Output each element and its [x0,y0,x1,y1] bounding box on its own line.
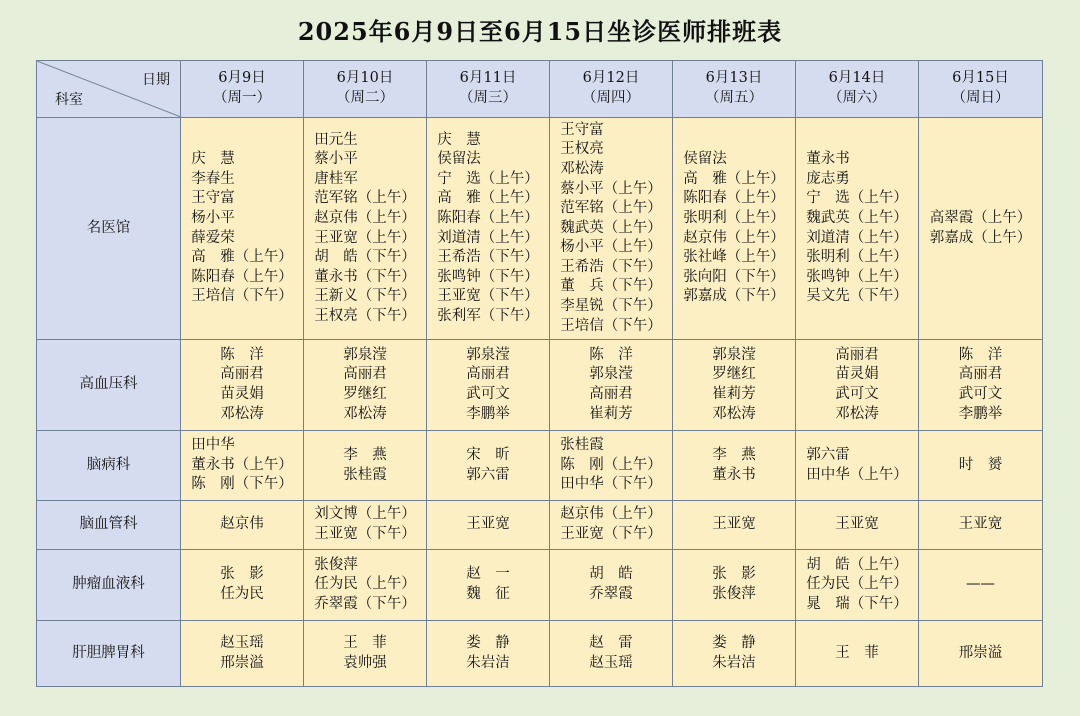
doctor-entry: 蔡小平 [314,151,358,168]
page-title: 2025年6月9日至6月15日坐诊医师排班表 [297,17,783,46]
doctor-entry: 王亚宽 [712,516,756,533]
doctor-entry: 王亚宽 [835,516,879,533]
doctor-entry: 田中华（下午） [560,476,662,493]
doctor-entry: 郭泉滢 [589,366,633,383]
day-weekday: （周二） [336,90,394,106]
day-weekday: （周一） [213,90,271,106]
day-date: 6月14日 [828,70,886,87]
doctor-entry: 宁 选（上午） [437,170,539,187]
day-weekday: （周日） [951,90,1010,106]
doctor-entry: 范军铭（上午） [560,200,662,217]
doctor-entry: 薛爱荣 [191,229,235,246]
doctor-entry: 赵 雷 [589,634,633,651]
schedule-cell [550,550,673,621]
doctor-entry: 高翠霞（上午） [929,209,1032,226]
schedule-cell [550,501,673,550]
doctor-entry: 陈 刚（下午） [191,476,293,493]
dept-row [37,340,1043,431]
doctor-entry: 赵玉瑶 [589,654,633,671]
doctor-entry: 魏武英（上午） [560,219,662,236]
doctor-entry: 宁 选（上午） [806,190,908,207]
doctor-entry: 高 雅（上午） [191,249,293,266]
dept-name: 脑病科 [37,431,181,501]
doctor-entry: 任为民（上午） [314,576,416,593]
day-weekday: （周六） [828,90,886,106]
doctor-entry: 陈阳春（上午） [437,209,539,226]
doctor-entry: 赵京伟（上午） [683,229,785,246]
doctor-entry: 王希浩（下午） [560,258,662,275]
doctor-entry: 张明利（上午） [806,249,908,266]
doctor-entry: 郭泉滢 [466,346,510,363]
doctor-entry: 张桂霞 [343,466,387,483]
schedule-cell [181,431,304,501]
doctor-entry: 张利军（下午） [437,307,539,324]
day-header [796,61,919,118]
doctor-entry: 魏 征 [466,586,510,602]
doctor-entry: 苗灵娟 [835,366,879,383]
doctor-entry: 邢崇溢 [220,654,264,671]
doctor-entry: 时 赟 [958,456,1003,473]
doctor-entry: 王培信（下午） [191,288,293,305]
doctor-entry: 高 雅（上午） [437,190,539,207]
doctor-entry: 刘道清（上午） [437,229,539,246]
doctor-entry: 陈 刚（上午） [560,456,662,473]
doctor-entry: 郭泉滢 [343,346,387,363]
schedule-cell [550,340,673,431]
doctor-entry: 郭嘉成（下午） [683,288,785,305]
doctor-entry: 李 燕 [343,446,387,463]
schedule-cell [181,501,304,550]
doctor-entry: 乔翠霞（下午） [314,595,416,612]
doctor-entry: 张鸣钟（上午） [806,268,908,285]
doctor-entry: 王亚宽 [466,516,510,533]
dept-row [37,550,1043,621]
schedule-cell [427,501,550,550]
schedule-cell [796,621,919,687]
doctor-entry: 郭六雷 [806,446,850,463]
schedule-cell [673,431,796,501]
day-header [181,61,304,118]
doctor-entry: 王培信（下午） [560,317,662,334]
dept-row [37,118,1043,340]
doctor-entry: 董 兵（下午） [560,278,662,295]
doctor-entry: 董永书 [712,466,756,483]
doctor-entry: 范军铭（上午） [314,190,416,207]
schedule-cell [919,501,1043,550]
doctor-entry: 邢崇溢 [958,644,1003,661]
schedule-cell [550,118,673,340]
doctor-entry: 乔翠霞 [589,586,633,602]
doctor-entry: 赵玉瑶 [220,634,264,651]
doctor-entry: 邓松涛 [220,405,264,422]
schedule-cell [550,621,673,687]
schedule-cell [427,340,550,431]
doctor-entry: 陈阳春（上午） [683,190,785,207]
doctor-entry: 刘道清（上午） [806,229,908,246]
doctor-entry: 陈 洋 [589,346,633,363]
doctor-entry: 田中华 [191,437,235,454]
day-date: 6月12日 [582,70,640,87]
doctor-entry: 邓松涛 [835,405,879,422]
schedule-cell [304,550,427,621]
doctor-entry: 庞志勇 [806,170,850,187]
doctor-entry: 任为民（上午） [806,576,908,593]
doctor-entry: 刘文博（上午） [314,506,416,523]
doctor-entry: 董永书（上午） [191,456,293,473]
doctor-entry: 高 雅（上午） [683,170,785,187]
doctor-entry: 张桂霞 [560,437,604,454]
schedule-body [37,118,1043,687]
schedule-cell [304,118,427,340]
doctor-entry: —— [966,576,995,593]
schedule-cell [919,118,1043,340]
doctor-entry: 田中华（上午） [806,466,908,483]
doctor-entry: 高丽君 [835,346,879,363]
doctor-entry: 王亚宽（上午） [314,229,416,246]
dept-name: 名医馆 [37,118,181,340]
doctor-entry: 赵京伟 [220,516,264,533]
schedule-cell [304,431,427,501]
dept-row [37,431,1043,501]
schedule-cell [796,550,919,621]
schedule-cell [919,340,1043,431]
doctor-entry: 王新义（下午） [314,288,416,305]
schedule-cell [796,431,919,501]
doctor-entry: 张 影 [712,566,756,583]
doctor-entry: 李星锐（下午） [560,298,662,315]
doctor-entry: 高丽君 [343,366,387,383]
doctor-entry: 王守富 [560,121,604,138]
day-date: 6月13日 [705,70,763,87]
dept-row [37,621,1043,687]
doctor-entry: 胡 皓 [589,566,633,583]
doctor-entry: 王亚宽（下午） [560,526,662,542]
corner-dept-label: 科室 [55,92,83,109]
day-header [304,61,427,118]
schedule-cell [427,118,550,340]
doctor-entry: 陈 洋 [220,346,264,363]
day-date: 6月10日 [336,70,394,87]
doctor-entry: 高丽君 [958,366,1003,383]
doctor-entry: 赵京伟（上午） [314,209,416,226]
doctor-entry: 侯留法 [683,151,727,168]
doctor-entry: 崔莉芳 [589,405,633,422]
doctor-entry: 任为民 [220,586,264,602]
schedule-cell [919,621,1043,687]
doctor-entry: 唐桂军 [314,170,358,187]
doctor-entry: 郭六雷 [466,466,510,483]
doctor-entry: 胡 皓（上午） [806,556,908,573]
doctor-entry: 杨小平（上午） [560,239,662,256]
doctor-entry: 赵 一 [466,566,510,583]
day-weekday: （周四） [582,90,640,106]
doctor-entry: 武可文 [835,386,879,402]
doctor-entry: 张向阳（下午） [683,268,785,285]
doctor-entry: 胡 皓（下午） [314,249,416,266]
doctor-entry: 罗继红 [712,366,756,383]
schedule-cell [919,550,1043,621]
doctor-entry: 娄 静 [712,634,756,651]
doctor-entry: 晁 瑞（下午） [806,595,908,612]
day-weekday: （周三） [459,90,517,106]
doctor-entry: 邓松涛 [343,405,387,422]
doctor-entry: 庆 慧 [191,151,235,168]
schedule-cell [181,621,304,687]
doctor-entry: 苗灵娟 [220,386,264,402]
day-date: 6月9日 [218,70,266,87]
schedule-cell [427,621,550,687]
doctor-entry: 魏武英（上午） [806,209,908,226]
schedule-cell [673,550,796,621]
schedule-cell [673,118,796,340]
schedule-cell [304,340,427,431]
doctor-entry: 庆 慧 [437,131,481,148]
doctor-entry: 陈 洋 [958,346,1003,363]
doctor-entry: 邓松涛 [560,160,604,177]
doctor-entry: 王权亮 [560,141,604,158]
dept-name: 高血压科 [37,340,181,431]
day-header [673,61,796,118]
doctor-entry: 王 菲 [343,634,387,651]
doctor-entry: 杨小平 [191,209,235,226]
schedule-cell [304,621,427,687]
doctor-entry: 朱岩洁 [712,654,756,671]
day-header [550,61,673,118]
header-row [37,61,1043,118]
schedule-cell [427,431,550,501]
day-weekday: （周五） [705,90,763,106]
schedule-cell [796,118,919,340]
doctor-entry: 王权亮（下午） [314,307,416,324]
doctor-entry: 武可文 [466,386,510,402]
doctor-entry: 张俊萍 [712,586,756,602]
schedule-cell [673,501,796,550]
doctor-entry: 田元生 [314,131,358,148]
doctor-entry: 董永书 [806,151,850,168]
day-header [427,61,550,118]
doctor-entry: 王亚宽（下午） [437,288,539,305]
schedule-cell [181,550,304,621]
doctor-entry: 武可文 [958,386,1003,402]
doctor-entry: 张明利（上午） [683,209,785,226]
schedule-cell [796,340,919,431]
schedule-cell [304,501,427,550]
doctor-entry: 王 菲 [835,644,879,661]
doctor-entry: 吴文先（下午） [806,288,908,305]
day-header [919,61,1043,118]
doctor-entry: 张社峰（上午） [683,249,785,266]
schedule-cell [181,118,304,340]
doctor-entry: 邓松涛 [712,405,756,422]
corner-date-label: 日期 [142,72,170,88]
doctor-entry: 张俊萍 [314,556,358,573]
day-date: 6月15日 [952,70,1009,87]
doctor-entry: 王亚宽 [958,516,1003,533]
doctor-entry: 李鹏举 [958,405,1003,422]
schedule-cell [673,621,796,687]
doctor-entry: 张鸣钟（下午） [437,268,539,285]
schedule-table [36,60,1043,687]
doctor-entry: 陈阳春（上午） [191,268,293,285]
doctor-entry: 袁帅强 [343,654,387,671]
doctor-entry: 娄 静 [466,634,510,651]
schedule-cell [673,340,796,431]
doctor-entry: 赵京伟（上午） [560,506,662,523]
doctor-entry: 郭泉滢 [712,346,756,363]
doctor-entry: 王守富 [191,190,235,207]
doctor-entry: 罗继红 [343,386,387,402]
doctor-entry: 宋 昕 [466,446,510,463]
doctor-entry: 李鹏举 [466,405,510,422]
schedule-cell [427,550,550,621]
doctor-entry: 崔莉芳 [712,386,756,402]
doctor-entry: 高丽君 [589,386,633,402]
doctor-entry: 郭嘉成（上午） [929,229,1032,246]
doctor-entry: 高丽君 [466,366,510,383]
schedule-cell [181,340,304,431]
dept-row [37,501,1043,550]
doctor-entry: 董永书（下午） [314,268,416,285]
doctor-entry: 王亚宽（下午） [314,526,416,542]
doctor-entry: 朱岩洁 [466,654,510,671]
doctor-entry: 蔡小平（上午） [560,180,662,197]
doctor-entry: 李 燕 [712,446,756,463]
doctor-entry: 李春生 [191,170,235,187]
doctor-entry: 高丽君 [220,366,264,383]
dept-name: 肿瘤血液科 [37,550,181,621]
doctor-entry: 王希浩（下午） [437,249,539,266]
corner-header [37,61,181,118]
schedule-cell [919,431,1043,501]
dept-name: 肝胆脾胃科 [37,621,181,687]
doctor-entry: 侯留法 [437,151,481,168]
doctor-entry: 张 影 [220,566,264,583]
day-date: 6月11日 [459,70,517,87]
schedule-cell [796,501,919,550]
dept-name: 脑血管科 [37,501,181,550]
schedule-cell [550,431,673,501]
